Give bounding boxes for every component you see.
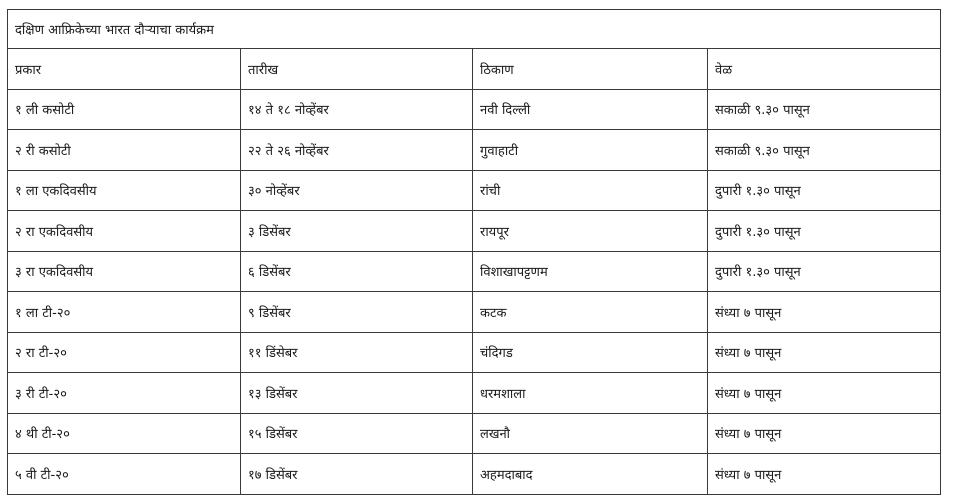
table-title: दक्षिण आफ्रिकेच्या भारत दौऱ्याचा कार्यक्रम	[8, 10, 941, 49]
table-row	[8, 130, 941, 171]
title-row	[8, 10, 941, 49]
header-time: वेळ	[708, 49, 941, 90]
match-venue-cell: चंदिगड	[473, 332, 708, 373]
match-date-cell: ९ डिसेंबर	[241, 292, 473, 333]
match-time-cell: संध्या ७ पासून	[708, 454, 941, 495]
match-time-cell: संध्या ७ पासून	[708, 292, 941, 333]
table-row	[8, 211, 941, 252]
match-venue-cell: रायपूर	[473, 211, 708, 252]
match-venue-cell: लखनौ	[473, 413, 708, 454]
match-type-cell: २ री कसोटी	[8, 130, 241, 171]
match-type-cell: ३ री टी-२०	[8, 373, 241, 414]
header-venue: ठिकाण	[473, 49, 708, 90]
match-date-cell: १५ डिसेंबर	[241, 413, 473, 454]
match-venue-cell: धरमशाला	[473, 373, 708, 414]
match-type-cell: २ रा टी-२०	[8, 332, 241, 373]
match-venue-cell: रांची	[473, 170, 708, 211]
match-type-cell: ४ थी टी-२०	[8, 413, 241, 454]
match-date-cell: ६ डिसेंबर	[241, 251, 473, 292]
match-date-cell: १७ डिसेंबर	[241, 454, 473, 495]
table-row	[8, 251, 941, 292]
match-venue-cell: कटक	[473, 292, 708, 333]
table-row	[8, 454, 941, 495]
match-date-cell: ११ डिंसेबर	[241, 332, 473, 373]
match-date-cell: १३ डिसेंबर	[241, 373, 473, 414]
table-row	[8, 413, 941, 454]
match-time-cell: सकाळी ९.३० पासून	[708, 130, 941, 171]
header-row	[8, 49, 941, 90]
table-row	[8, 332, 941, 373]
match-time-cell: संध्या ७ पासून	[708, 373, 941, 414]
match-venue-cell: विशाखापट्टणम	[473, 251, 708, 292]
match-type-cell: ३ रा एकदिवसीय	[8, 251, 241, 292]
match-time-cell: संध्या ७ पासून	[708, 413, 941, 454]
match-venue-cell: नवी दिल्ली	[473, 89, 708, 130]
table-row	[8, 292, 941, 333]
header-date: तारीख	[241, 49, 473, 90]
match-date-cell: ३० नोव्हेंबर	[241, 170, 473, 211]
match-type-cell: १ ली कसोटी	[8, 89, 241, 130]
table-row	[8, 89, 941, 130]
match-date-cell: १४ ते १८ नोव्हेंबर	[241, 89, 473, 130]
match-date-cell: २२ ते २६ नोव्हेंबर	[241, 130, 473, 171]
match-time-cell: सकाळी ९.३० पासून	[708, 89, 941, 130]
table-row	[8, 373, 941, 414]
header-type: प्रकार	[8, 49, 241, 90]
match-type-cell: १ ला एकदिवसीय	[8, 170, 241, 211]
match-time-cell: दुपारी १.३० पासून	[708, 170, 941, 211]
match-time-cell: दुपारी १.३० पासून	[708, 251, 941, 292]
table-row	[8, 170, 941, 211]
match-type-cell: १ ला टी-२०	[8, 292, 241, 333]
match-type-cell: ५ वी टी-२०	[8, 454, 241, 495]
schedule-table	[7, 9, 941, 495]
match-type-cell: २ रा एकदिवसीय	[8, 211, 241, 252]
match-venue-cell: अहमदाबाद	[473, 454, 708, 495]
match-date-cell: ३ डिसेंबर	[241, 211, 473, 252]
match-venue-cell: गुवाहाटी	[473, 130, 708, 171]
match-time-cell: दुपारी १.३० पासून	[708, 211, 941, 252]
match-time-cell: संध्या ७ पासून	[708, 332, 941, 373]
